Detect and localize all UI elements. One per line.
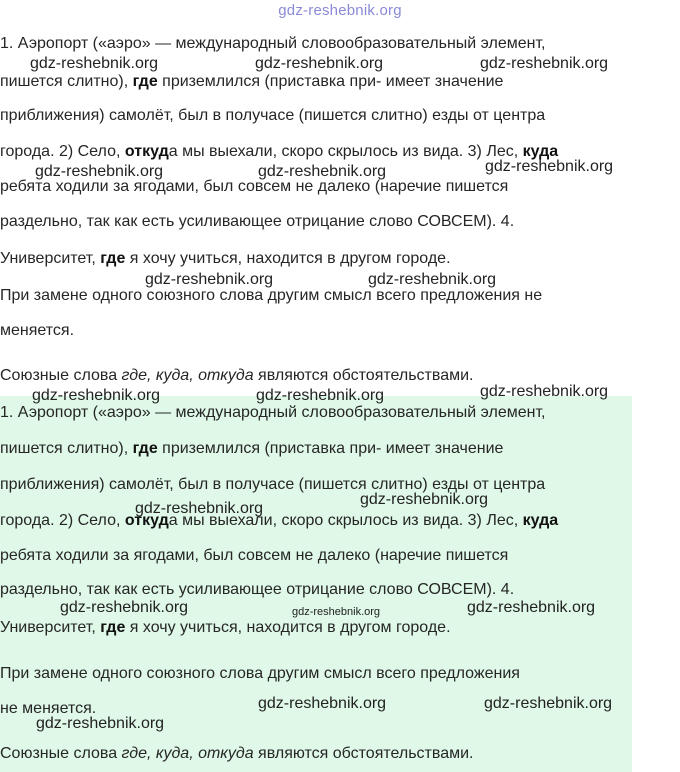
answer-line-1: 1. Аэропорт («аэро» — международный словообразовательный элемент, <box>0 35 546 52</box>
watermark: gdz-reshebnik.org <box>360 491 489 508</box>
watermark: gdz-reshebnik.org <box>258 695 387 712</box>
answer-line-3: приближения) самолёт, был в получасе (пишется слитно) езды от центра <box>0 107 546 124</box>
watermark: gdz-reshebnik.org <box>135 500 264 517</box>
watermark: gdz-reshebnik.org <box>256 387 385 404</box>
answer-line-7: Университет, где я хочу учиться, находится в другом городе. <box>0 619 451 636</box>
answer-line-8: При замене одного союзного слова другим смысл всего предложения не <box>0 287 543 304</box>
watermark: gdz-reshebnik.org <box>60 599 189 616</box>
answer-line-8: При замене одного союзного слова другим смысл всего предложения <box>0 665 520 682</box>
answer-line-9: не меняется. <box>0 700 97 717</box>
watermark: gdz-reshebnik.org <box>145 271 274 288</box>
answer-line-7: Университет, где я хочу учиться, находится в другом городе. <box>0 250 451 267</box>
watermark: gdz-reshebnik.org <box>484 695 613 712</box>
answer-line-4: города. 2) Село, откуда мы выехали, скоро скрылось из вида. 3) Лес, куда <box>0 143 559 160</box>
answer-line-6: раздельно, так как есть усиливающее отрицание слово СОВСЕМ). 4. <box>0 213 515 230</box>
watermark: gdz-reshebnik.org <box>30 55 159 72</box>
answer-line-2: пишется слитно), где приземлился (приставка при- имеет значение <box>0 73 504 90</box>
answer-line-10: Союзные слова где, куда, откуда являются обстоятельствами. <box>0 745 474 762</box>
answer-line-1: 1. Аэропорт («аэро» — международный словообразовательный элемент, <box>0 404 546 421</box>
watermark: gdz-reshebnik.org <box>258 163 387 180</box>
watermark: gdz-reshebnik.org <box>292 606 381 618</box>
watermark: gdz-reshebnik.org <box>480 383 609 400</box>
watermark: gdz-reshebnik.org <box>368 271 497 288</box>
watermark: gdz-reshebnik.org <box>35 163 164 180</box>
answer-line-3: приближения) самолёт, был в получасе (пишется слитно) езды от центра <box>0 476 546 493</box>
watermark: gdz-reshebnik.org <box>467 599 596 616</box>
answer-line-4: города. 2) Село, откуда мы выехали, скоро скрылось из вида. 3) Лес, куда <box>0 512 559 529</box>
answer-line-10: Союзные слова где, куда, откуда являются обстоятельствами. <box>0 367 474 384</box>
watermark: gdz-reshebnik.org <box>255 55 384 72</box>
answer-line-5: ребята ходили за ягодами, был совсем не далеко (наречие пишется <box>0 178 509 195</box>
answer-line-9: меняется. <box>0 322 75 339</box>
answer-line-2: пишется слитно), где приземлился (приставка при- имеет значение <box>0 440 504 457</box>
watermark: gdz-reshebnik.org <box>32 387 161 404</box>
answer-line-6: раздельно, так как есть усиливающее отрицание слово СОВСЕМ). 4. <box>0 581 515 598</box>
watermark: gdz-reshebnik.org <box>36 715 165 732</box>
watermark: gdz-reshebnik.org <box>480 55 609 72</box>
watermark: gdz-reshebnik.org <box>485 158 614 175</box>
site-header: gdz-reshebnik.org <box>278 2 402 19</box>
answer-line-5: ребята ходили за ягодами, был совсем не далеко (наречие пишется <box>0 547 509 564</box>
